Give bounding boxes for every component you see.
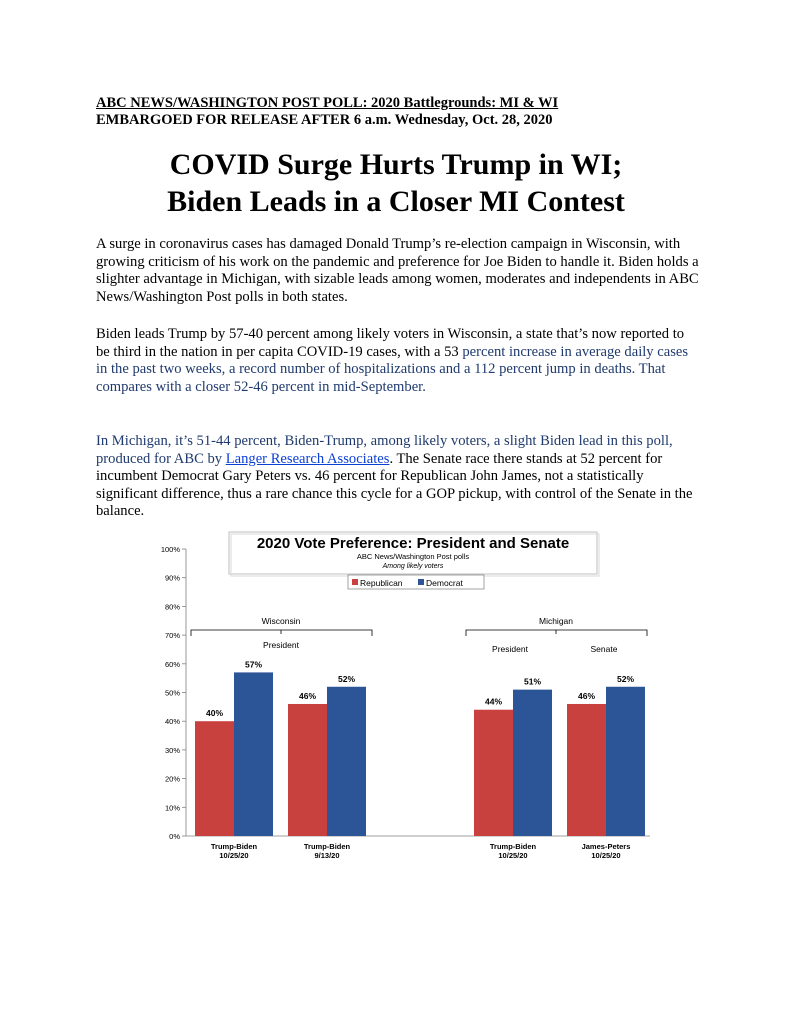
- category-label-line2: 10/25/20: [591, 851, 621, 860]
- michigan-bracket: [466, 630, 647, 636]
- bar-democrat: [606, 687, 645, 836]
- y-tick-label: 10%: [164, 803, 180, 813]
- chart-title: 2020 Vote Preference: President and Senate: [256, 535, 570, 552]
- wisconsin-bracket: [191, 630, 372, 636]
- bar-democrat: [513, 690, 552, 836]
- bar-republican: [567, 704, 606, 836]
- wisconsin-president-label: President: [263, 640, 299, 650]
- category-label-line1: Trump-Biden: [210, 842, 258, 851]
- y-tick-label: 60%: [164, 659, 180, 669]
- y-tick-label: 50%: [164, 688, 180, 698]
- data-label-republican: 40%: [205, 708, 224, 719]
- langer-research-link[interactable]: Langer Research Associates: [225, 450, 390, 467]
- y-tick-label: 40%: [164, 717, 180, 727]
- y-tick-label: 0%: [169, 832, 180, 841]
- bar-republican: [474, 710, 513, 836]
- michigan-president-label: President: [492, 644, 528, 654]
- category-label-line2: 10/25/20: [219, 851, 249, 860]
- headline-line2: Biden Leads in a Closer MI Contest: [167, 185, 625, 218]
- legend-democrat-label: Democrat: [426, 578, 463, 588]
- category-label-line1: Trump-Biden: [303, 842, 351, 851]
- paragraph-3-text-a: In Michigan, it’s 51-44 percent, Biden-Trump, among likely voters, a slight Biden lead in this poll, produced for ABC by: [96, 433, 673, 467]
- michigan-senate-label: Senate: [590, 644, 618, 654]
- legend-republican-swatch: [352, 579, 358, 585]
- category-label-line2: 9/13/20: [314, 851, 340, 860]
- release-header-line2: EMBARGOED FOR RELEASE AFTER 6 a.m. Wednesday, Oct. 28, 2020: [96, 112, 553, 128]
- paragraph-2-text-b: percent increase in average daily cases in the past two weeks, a record number of hospitalizations and a 112 percent jump in deaths. That compares with a closer 52-46 percent in mid-September.: [96, 343, 689, 395]
- chart-subtitle2: Among likely voters: [382, 563, 444, 570]
- y-tick-label: 90%: [164, 573, 180, 583]
- data-label-democrat: 57%: [244, 659, 263, 670]
- paragraph-3-text-b: . The Senate race there stands at 52 percent for incumbent Democrat Gary Peters vs. 46 percent for Republican John James, not a statistically significant difference, thus a rare chance this cycle for a GOP pickup, with control of the Senate in the balance.: [96, 450, 693, 520]
- category-label-line1: James-Peters: [581, 842, 631, 851]
- michigan-label: Michigan: [538, 616, 574, 626]
- y-tick-label: 100%: [160, 545, 180, 554]
- y-tick-label: 80%: [164, 602, 180, 612]
- bar-democrat: [234, 672, 273, 836]
- data-label-democrat: 51%: [523, 676, 542, 687]
- data-label-democrat: 52%: [337, 673, 356, 684]
- y-tick-label: 30%: [164, 745, 180, 755]
- chart-subtitle: ABC News/Washington Post polls: [356, 552, 470, 561]
- release-header-line1: ABC NEWS/WASHINGTON POST POLL: 2020 Battlegrounds: MI & WI: [96, 95, 559, 111]
- data-label-republican: 46%: [298, 690, 317, 701]
- legend-democrat-swatch: [418, 579, 424, 585]
- category-label-line2: 10/25/20: [498, 851, 528, 860]
- paragraph-1-text: A surge in coronavirus cases has damaged Donald Trump’s re-election campaign in Wisconsin, with growing criticism of his work on the pandemic and preference for Joe Biden to handle it. Biden holds a slighter advantage in Michigan, with sizable leads among women, moderates and independents in ABC News/Washington Post polls in both states.: [96, 236, 699, 305]
- data-label-democrat: 52%: [616, 673, 635, 684]
- paragraph-2-text-a: Biden leads Trump by 57-40 percent among likely voters in Wisconsin, a state that’s now reported to be third in the nation in per capita COVID-19 cases, with a 53: [96, 326, 685, 360]
- data-label-republican: 46%: [577, 690, 596, 701]
- data-label-republican: 44%: [484, 696, 503, 707]
- wisconsin-label: Wisconsin: [261, 616, 301, 626]
- bar-democrat: [327, 687, 366, 836]
- y-tick-label: 20%: [164, 774, 180, 784]
- legend-republican-label: Republican: [360, 578, 403, 588]
- bar-republican: [195, 721, 234, 836]
- bar-republican: [288, 704, 327, 836]
- y-tick-label: 70%: [164, 631, 180, 641]
- category-label-line1: Trump-Biden: [489, 842, 537, 851]
- headline-line1: COVID Surge Hurts Trump in WI;: [169, 148, 623, 181]
